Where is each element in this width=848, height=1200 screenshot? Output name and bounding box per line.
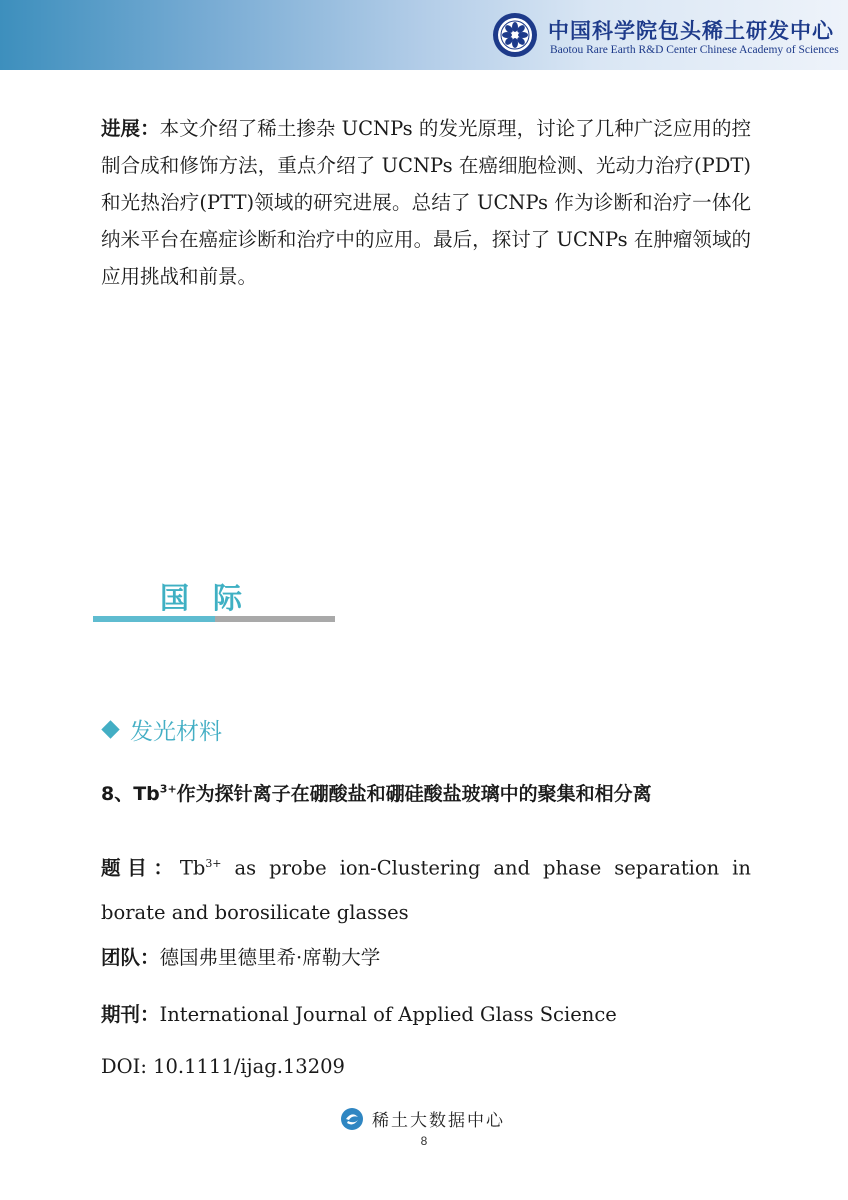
article-team (101, 942, 751, 970)
journal-label: 期刊： (101, 1003, 160, 1026)
page-header (0, 0, 848, 70)
org-logo (492, 10, 842, 60)
section-underline-accent (93, 616, 215, 622)
title-en-prefix: Tb (179, 856, 206, 880)
title-label: 题目： (101, 856, 180, 880)
page-number: 8 (420, 1134, 428, 1148)
article-superscript: 3+ (159, 782, 177, 796)
section-underline-gray (215, 616, 335, 622)
article-english-title (101, 842, 751, 935)
footer-text: 稀土大数据中心 (372, 1111, 505, 1131)
progress-text: 本文介绍了稀土掺杂 UCNPs 的发光原理，讨论了几种广泛应用的控制合成和修饰方法，重点介绍了 UCNPs 在癌细胞检测、光动力治疗(PDT)和光热治疗(PTT)领域的研究进展。总结了 UCNPs 作为诊断和治疗一体化纳米平台在癌症诊断和治疗中的应用。最后，探讨了 UCNPs 在肿瘤领域的应用挑战和前景。 (101, 117, 751, 288)
org-name-cn: 中国科学院包头稀土研发中心 (548, 19, 834, 43)
title-en-text: as probe ion-Clustering and phase separation in borate and borosilicate glasses (101, 856, 751, 924)
title-en-superscript: 3+ (205, 857, 222, 870)
team-value: 德国弗里德里希·席勒大学 (159, 946, 381, 969)
category-heading (104, 713, 222, 746)
category-label: 发光材料 (130, 719, 222, 745)
article-title-text: 作为探针离子在硼酸盐和硼硅酸盐玻璃中的聚集和相分离 (176, 783, 652, 805)
footer (340, 1106, 505, 1131)
article-journal (101, 999, 751, 1027)
org-name-en: Baotou Rare Earth R&D Center Chinese Academy of Sciences (550, 44, 839, 56)
article-title (101, 779, 652, 806)
cas-seal-icon (492, 12, 538, 58)
journal-value: International Journal of Applied Glass Science (159, 1003, 617, 1026)
progress-label: 进展： (101, 117, 160, 140)
article-number: 8、Tb (101, 783, 160, 805)
data-center-logo-icon (340, 1107, 364, 1131)
progress-paragraph (101, 110, 751, 295)
article-doi: DOI: 10.1111/ijag.13209 (101, 1055, 345, 1078)
team-label: 团队： (101, 946, 160, 969)
diamond-icon (101, 720, 119, 738)
section-title: 国际 (160, 581, 267, 615)
